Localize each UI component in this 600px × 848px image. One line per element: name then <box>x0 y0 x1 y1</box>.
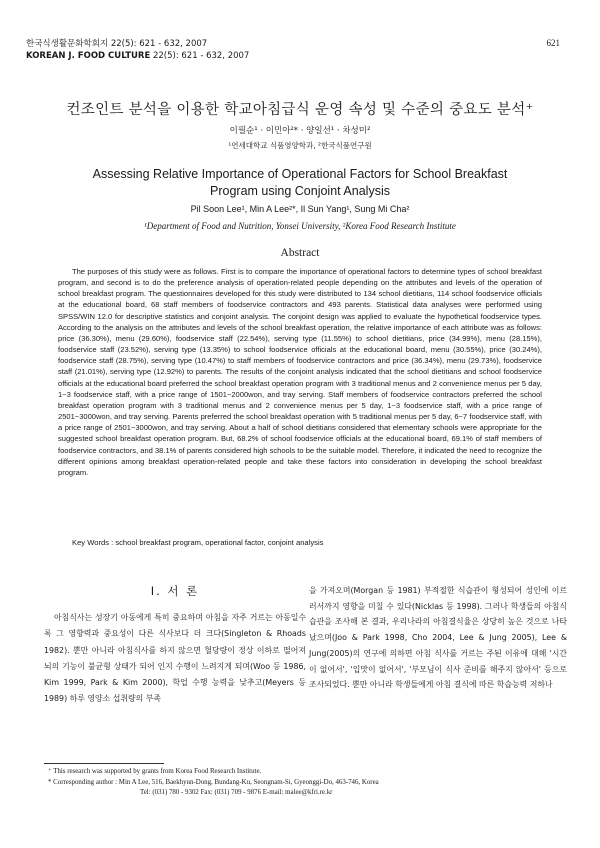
abstract-text: The purposes of this study were as follows. First is to compare the importance of operational factors to determine types of school breakfast program, and second is to do the preference analysis of operation-related people depending on the attributes and levels of the operation of school breakfast program. The questionnaires developed for this study were distributed to 134 school dietitians, 114 school foodservice officials at the educational board, 68 staff members of foodservice contractors and 493 parents. Statistical data analyses were performed using SPSS/WIN 12.0 for descriptive statistics and conjoint analysis. The conjoint design was applied to evaluate the hypothetical foodservice types. According to the analysis on the attributes and levels of the school breakfast operation, the relative importance of each attribute was as follows: price (36.30%), menu (29.60%), foodservice staff (22.54%), serving type (11.55%) to school dietitians, price (34.99%), menu (28.15%), foodservice staff (23.52%), serving type (13.35%) to school foodservice officials at the educational board, menu (30.55%), price (30.24%), foodservice staff (28.75%), serving type (10.47%) to staff members of foodservice contractors and price (36.34%), menu (29.73%), foodservice staff (21.01%), serving type (12.92%) to parents. The results of the conjoint analysis indicated that the school dietitians and school foodservice officials at the educational board preferred the school breakfast operation program with 3 traditional menus and 2 convenience menus per 5 day, 1~3 foodservice staff, with a price range of 1501~2000won, and tray serving. Staff members of foodservice contractors preferred the school breakfast operation program with 3 traditional menus and 2 convenience menus per 5 day, 1~3 foodservice staff, with a price range of 2501~3000won, and tray serving. Parents preferred the school breakfast operation with 5 traditional menus per 5 day, 6~7 foodservice staff, with a price range of 2501~3000won, and tray serving. About a half of school dietitians considered that elementary schools were appropriate for the suggested school breakfast operation program. But, 68.2% of school foodservice officials at the educational board, 69.1% of staff members of foodservice contractors, and 38.1% of parents considered high schools to be the suitable model. Therefore, it indicated the need to recognize the different opinions among breakfast operation-related people and take these factors into consideration in developing the school breakfast program. <box>58 267 542 477</box>
title-korean: 컨조인트 분석을 이용한 학교아침급식 운영 속성 및 수준의 중요도 분석⁺ <box>66 102 534 118</box>
footnotes <box>48 767 548 799</box>
journal-english-name: KOREAN J. FOOD CULTURE <box>26 51 151 61</box>
affiliations-english: ¹Department of Food and Nutrition, Yonsei University, ²Korea Food Research Institute <box>144 221 456 231</box>
footnote-funding: ⁺ This research was supported by grants from Korea Food Research Institute. <box>48 768 262 775</box>
title-english-line1: Assessing Relative Importance of Operational Factors for School Breakfast <box>92 167 508 181</box>
footnote-corresponding-author: * Corresponding author : Min A Lee, 516, Baekhyun-Dong, Bundang-Ku, Seongnam-Si, Gyeonggi-Do, 463-746, Korea <box>48 778 379 786</box>
affiliations-korean: ¹연세대학교 식품영양학과, ²한국식품연구원 <box>228 141 372 150</box>
journal-korean-line: 한국식생활문화학회지 22(5): 621 - 632, 2007 <box>26 39 208 49</box>
intro-text-right-column: 을 가져오며(Morgan 등 1981) 부적절한 식습관이 형성되어 성인에 이르러서까지 영향을 미칠 수 있다(Nicklas 등 1998). 그러나 학생들의 아침식습관을 조사해 본 결과, 우리나라의 아침결식율은 상당히 높은 것으로 나타났으며(Joo & Park 1998, Cho 2004, Lee & Jung 2005), Lee & Jung(2005)의 연구에 의하면 아침 식사를 거르는 주된 이유에 대해 '시간이 없어서', '입맛이 없어서', '부모님이 식사 준비를 해주지 않아서' 등으로 조사되었다. 뿐만 아니라 학생들에게 아침 결식에 따른 학습능력 저하나 <box>309 586 567 690</box>
footnote-contact: Tel: (031) 780 - 9302 Fax: (031) 709 - 9876 E-mail: malee@kfri.re.kr <box>140 789 333 796</box>
page-number: 621 <box>546 38 560 48</box>
title-english <box>0 166 600 200</box>
title-english-line2: Program using Conjoint Analysis <box>210 184 390 198</box>
intro-text-left-column: 아침식사는 성장기 아동에게 특히 중요하며 아침을 자주 거르는 아동일수록 그 영향력과 중요성이 다른 식사보다 더 크다(Singleton & Rhoads 1982). 뿐만 아니라 아침식사를 하지 않으면 혈당량이 정상 이하로 떨어져 뇌의 기능이 불균형 상태가 되어 인지 수행이 느려지게 되며(Woo 등 1986, Kim 1999, Park & Kim 2000), 학업 수행 능력을 낮추고(Meyers 등 1989) 하루 영양소 섭취량의 부족 <box>44 613 306 704</box>
authors-korean: 이필순¹ · 이민아²* · 양일선¹ · 차성미² <box>229 126 371 136</box>
footnote-divider <box>44 763 164 764</box>
section-heading-introduction: I. 서 론 <box>150 584 200 598</box>
keywords: Key Words : school breakfast program, operational factor, conjoint analysis <box>72 538 324 547</box>
journal-english-line <box>26 50 249 62</box>
journal-header <box>26 38 249 62</box>
authors-english: Pil Soon Lee¹, Min A Lee²*, Il Sun Yang¹, Sung Mi Cha² <box>190 204 410 214</box>
journal-english-issue: 22(5): 621 - 632, 2007 <box>150 51 250 61</box>
abstract-heading: Abstract <box>280 247 320 259</box>
